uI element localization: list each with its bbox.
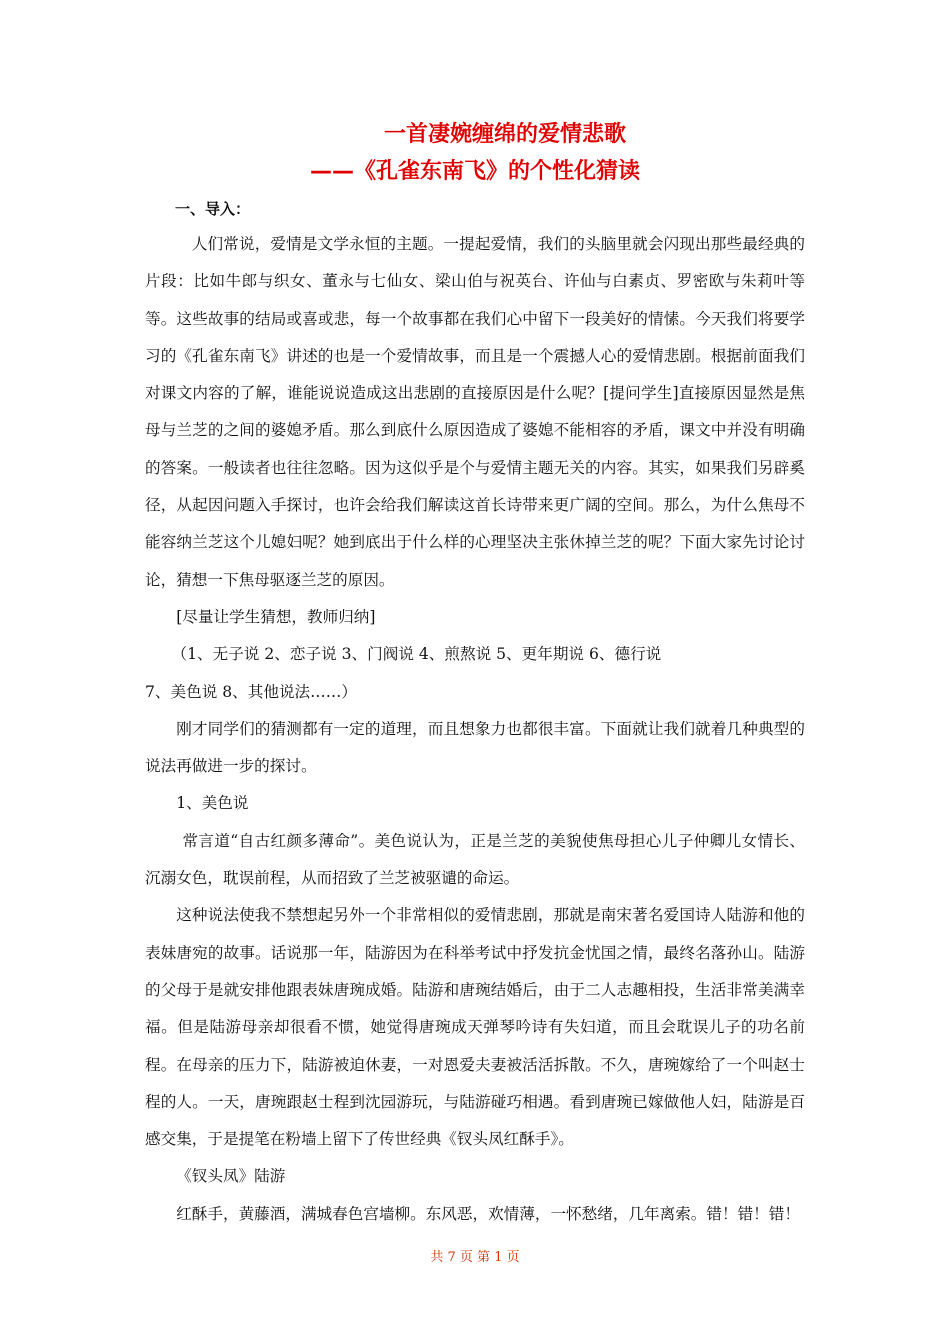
page-footer: 共 7 页 第 1 页 bbox=[430, 1250, 520, 1265]
paragraph-intro: 人们常说，爱情是文学永恒的主题。一提起爱情，我们的头脑里就会闪现出那些最经典的片段：比如牛郎与织女、董永与七仙女、梁山伯与祝英台、许仙与白素贞、罗密欧与朱莉叶等等。这些故事的结局或喜或悲，每一个故事都在我们心中留下一段美好的情愫。今天我们将要学习的《孔雀东南飞》讲述的也是一个爱情故事，而且是一个震撼人心的爱情悲剧。根据前面我们对课文内容的了解，谁能说说造成这出悲剧的直接原因是什么呢？[提问学生]直接原因显然是焦母与兰芝的之间的婆媳矛盾。那么到底什么原因造成了婆媳不能相容的矛盾，课文中并没有明确的答案。一般读者也往往忽略。因为这似乎是个与爱情主题无关的内容。其实，如果我们另辟奚径，从起因问题入手探讨，也许会给我们解读这首长诗带来更广阔的空间。那么，为什么焦母不能容纳兰芝这个儿媳妇呢？她到底出于什么样的心理坚决主张休掉兰芝的呢？下面大家先讨论讨论，猜想一下焦母驱逐兰芝的原因。 bbox=[145, 235, 805, 589]
paragraph-list-2: 7、美色说 8、其他说法……） bbox=[145, 682, 357, 701]
paragraph-beauty: 常言道“自古红颜多薄命”。美色说认为，正是兰芝的美貌使焦母担心儿子仲卿儿女情长、沉溺女色，耽误前程，从而招致了兰芝被驱谴的命运。 bbox=[145, 831, 805, 888]
paragraph-luyou: 这种说法使我不禁想起另外一个非常相似的爱情悲剧，那就是南宋著名爱国诗人陆游和他的表妹唐宛的故事。话说那一年，陆游因为在科举考试中抒发抗金忧国之情，最终名落孙山。陆游的父母于是就安排他跟表妹唐琬成婚。陆游和唐琬结婚后，由于二人志趣相投，生活非常美满幸福。但是陆游母亲却很看不惯，她觉得唐琬成天弹琴吟诗有失妇道，而且会耽误儿子的功名前程。在母亲的压力下，陆游被迫休妻，一对恩爱夫妻被活活拆散。不久，唐琬嫁给了一个叫赵士程的人。一天，唐琬跟赵士程到沈园游玩，与陆游碰巧相遇。看到唐琬已嫁做他人妇，陆游是百感交集，于是提笔在粉墙上留下了传世经典《钗头凤红酥手》。 bbox=[145, 906, 805, 1149]
document-title: 一首凄婉缠绵的爱情悲歌 bbox=[383, 122, 626, 147]
paragraph-list-1: （1、无子说 2、恋子说 3、门阀说 4、煎熬说 5、更年期说 6、德行说 bbox=[171, 645, 662, 664]
section-heading: 一、导入： bbox=[175, 200, 251, 218]
body-text bbox=[145, 226, 805, 1233]
document-subtitle: ——《孔雀东南飞》的个性化猜读 bbox=[309, 159, 640, 184]
paragraph-transition: 刚才同学们的猜测都有一定的道理，而且想象力也都很丰富。下面就让我们就着几种典型的说法再做进一步的探讨。 bbox=[145, 719, 805, 776]
poem-line: 红酥手，黄藤酒，满城春色宫墙柳。东风恶，欢情薄，一怀愁绪，几年离索。错！错！错！ bbox=[176, 1204, 800, 1223]
poem-title: 《钗头凤》陆游 bbox=[176, 1167, 286, 1186]
paragraph-note: [尽量让学生猜想，教师归纳] bbox=[176, 607, 376, 626]
paragraph-subheading: 1、美色说 bbox=[176, 794, 249, 813]
